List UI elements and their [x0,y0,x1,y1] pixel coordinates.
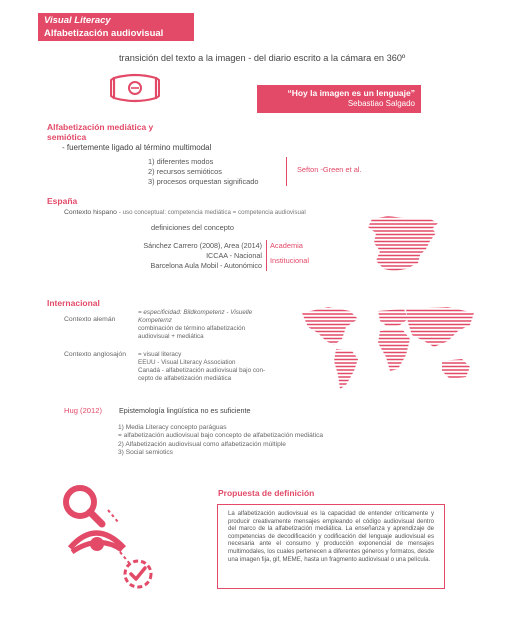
citation-sefton: Sefton -Green et al. [297,165,362,174]
hug-list [118,424,323,458]
espana-context-text: - uso conceptual: competencia mediática = competencia audiovisual [118,209,306,216]
list-item: 2) Alfabetización audiovisual como alfabetización múltiple [118,440,286,448]
aleman-text [138,309,298,341]
definition-text: La alfabetización audiovisual es la capacidad de entender críticamente y producir creativamente mensajes empleando el código audiovisual dentro del marco de la alfabetización mediática. La enseñanza y aprendizaje de competencias de decodificación y codificación del lenguaje audiovisual es necesaria ante el consumo y producción exponencial de mensajes multimodales, los cuales pertenecen a diferentes géneros y formatos, desde una imagen fija, gif, MEME, hasta un fragmento audiovisual o una película. [228,510,434,563]
spain-map-icon [366,215,446,275]
anglo-line: Canadá - alfabetización audiovisual bajo con- [138,367,266,374]
institucional-line: ICCAA - Nacional [206,251,262,260]
aleman-label: Contexto alemán [64,316,116,323]
list-item: 1) Media Literacy concepto paráguas [118,424,227,431]
anglo-text [138,351,298,383]
section-alfabetizacion-title-line2: semiótica [47,132,87,142]
hug-statement: Epistemología lingüística no es suficiente [119,406,251,415]
anglo-line: cepto de alfabetización mediática [138,375,232,382]
aleman-line: Kompeternz [138,317,172,324]
anglo-line: = visual literacy [138,351,182,358]
list-item: 3) Social semiotics [118,449,173,457]
list-item: 3) procesos orquestan significado [148,177,259,186]
quote-author: Sebastiao Salgado [347,99,415,108]
section-alfabetizacion-title [47,122,153,142]
world-map-icon [298,305,480,401]
section-internacional-title: Internacional [47,298,100,308]
anglo-line: EEUU - Visual Literacy Association [138,359,236,366]
page-subtitle: Alfabetización audiovisual [44,28,164,39]
institucional-line: Barcelona Aula Mobil - Autonómico [150,261,262,270]
definition-box [217,504,445,589]
quote-box [257,85,421,113]
anglo-label: Contexto anglosajón [64,351,126,358]
espana-definitions-label: definiciones del concepto [151,223,234,232]
section-espana-title: España [47,196,78,206]
page-title: Visual Literacy [44,15,111,26]
espana-context [64,209,306,216]
institucional-tag: Institucional [270,256,310,265]
academia-tag: Academia [270,241,303,250]
citation-hug: Hug (2012) [64,406,102,415]
aleman-line: = especificidad: Bildkompetenz - Visuelle [138,309,253,316]
aleman-line: combinación de término alfabetización [138,325,246,332]
espana-sources [110,241,262,271]
header-title-box [38,13,194,41]
divider [266,240,267,271]
aleman-line: audiovisual + mediática [138,333,204,340]
alfabetizacion-list [148,157,259,187]
list-item: 2) recursos semióticos [148,167,222,176]
quote-text: “Hoy la imagen es un lenguaje” [287,88,415,98]
divider [286,157,287,186]
search-eye-check-icon [58,482,158,592]
tagline: transición del texto a la imagen - del diario escrito a la cámara en 360º [119,53,406,63]
list-item: = alfabetización audiovisual bajo concepto de alfabetización mediática [118,432,324,440]
academia-line: Sánchez Carrero (2008), Area (2014) [143,241,262,250]
alfabetizacion-lead: - fuertemente ligado al término multimodal [62,143,212,152]
espana-context-label: Contexto hispano [64,209,117,216]
list-item: 1) diferentes modos [148,157,214,166]
section-alfabetizacion-title-line1: Alfabetización mediática y [47,122,154,132]
section-propuesta-title: Propuesta de definición [218,488,315,498]
panorama-360-icon [110,72,160,104]
